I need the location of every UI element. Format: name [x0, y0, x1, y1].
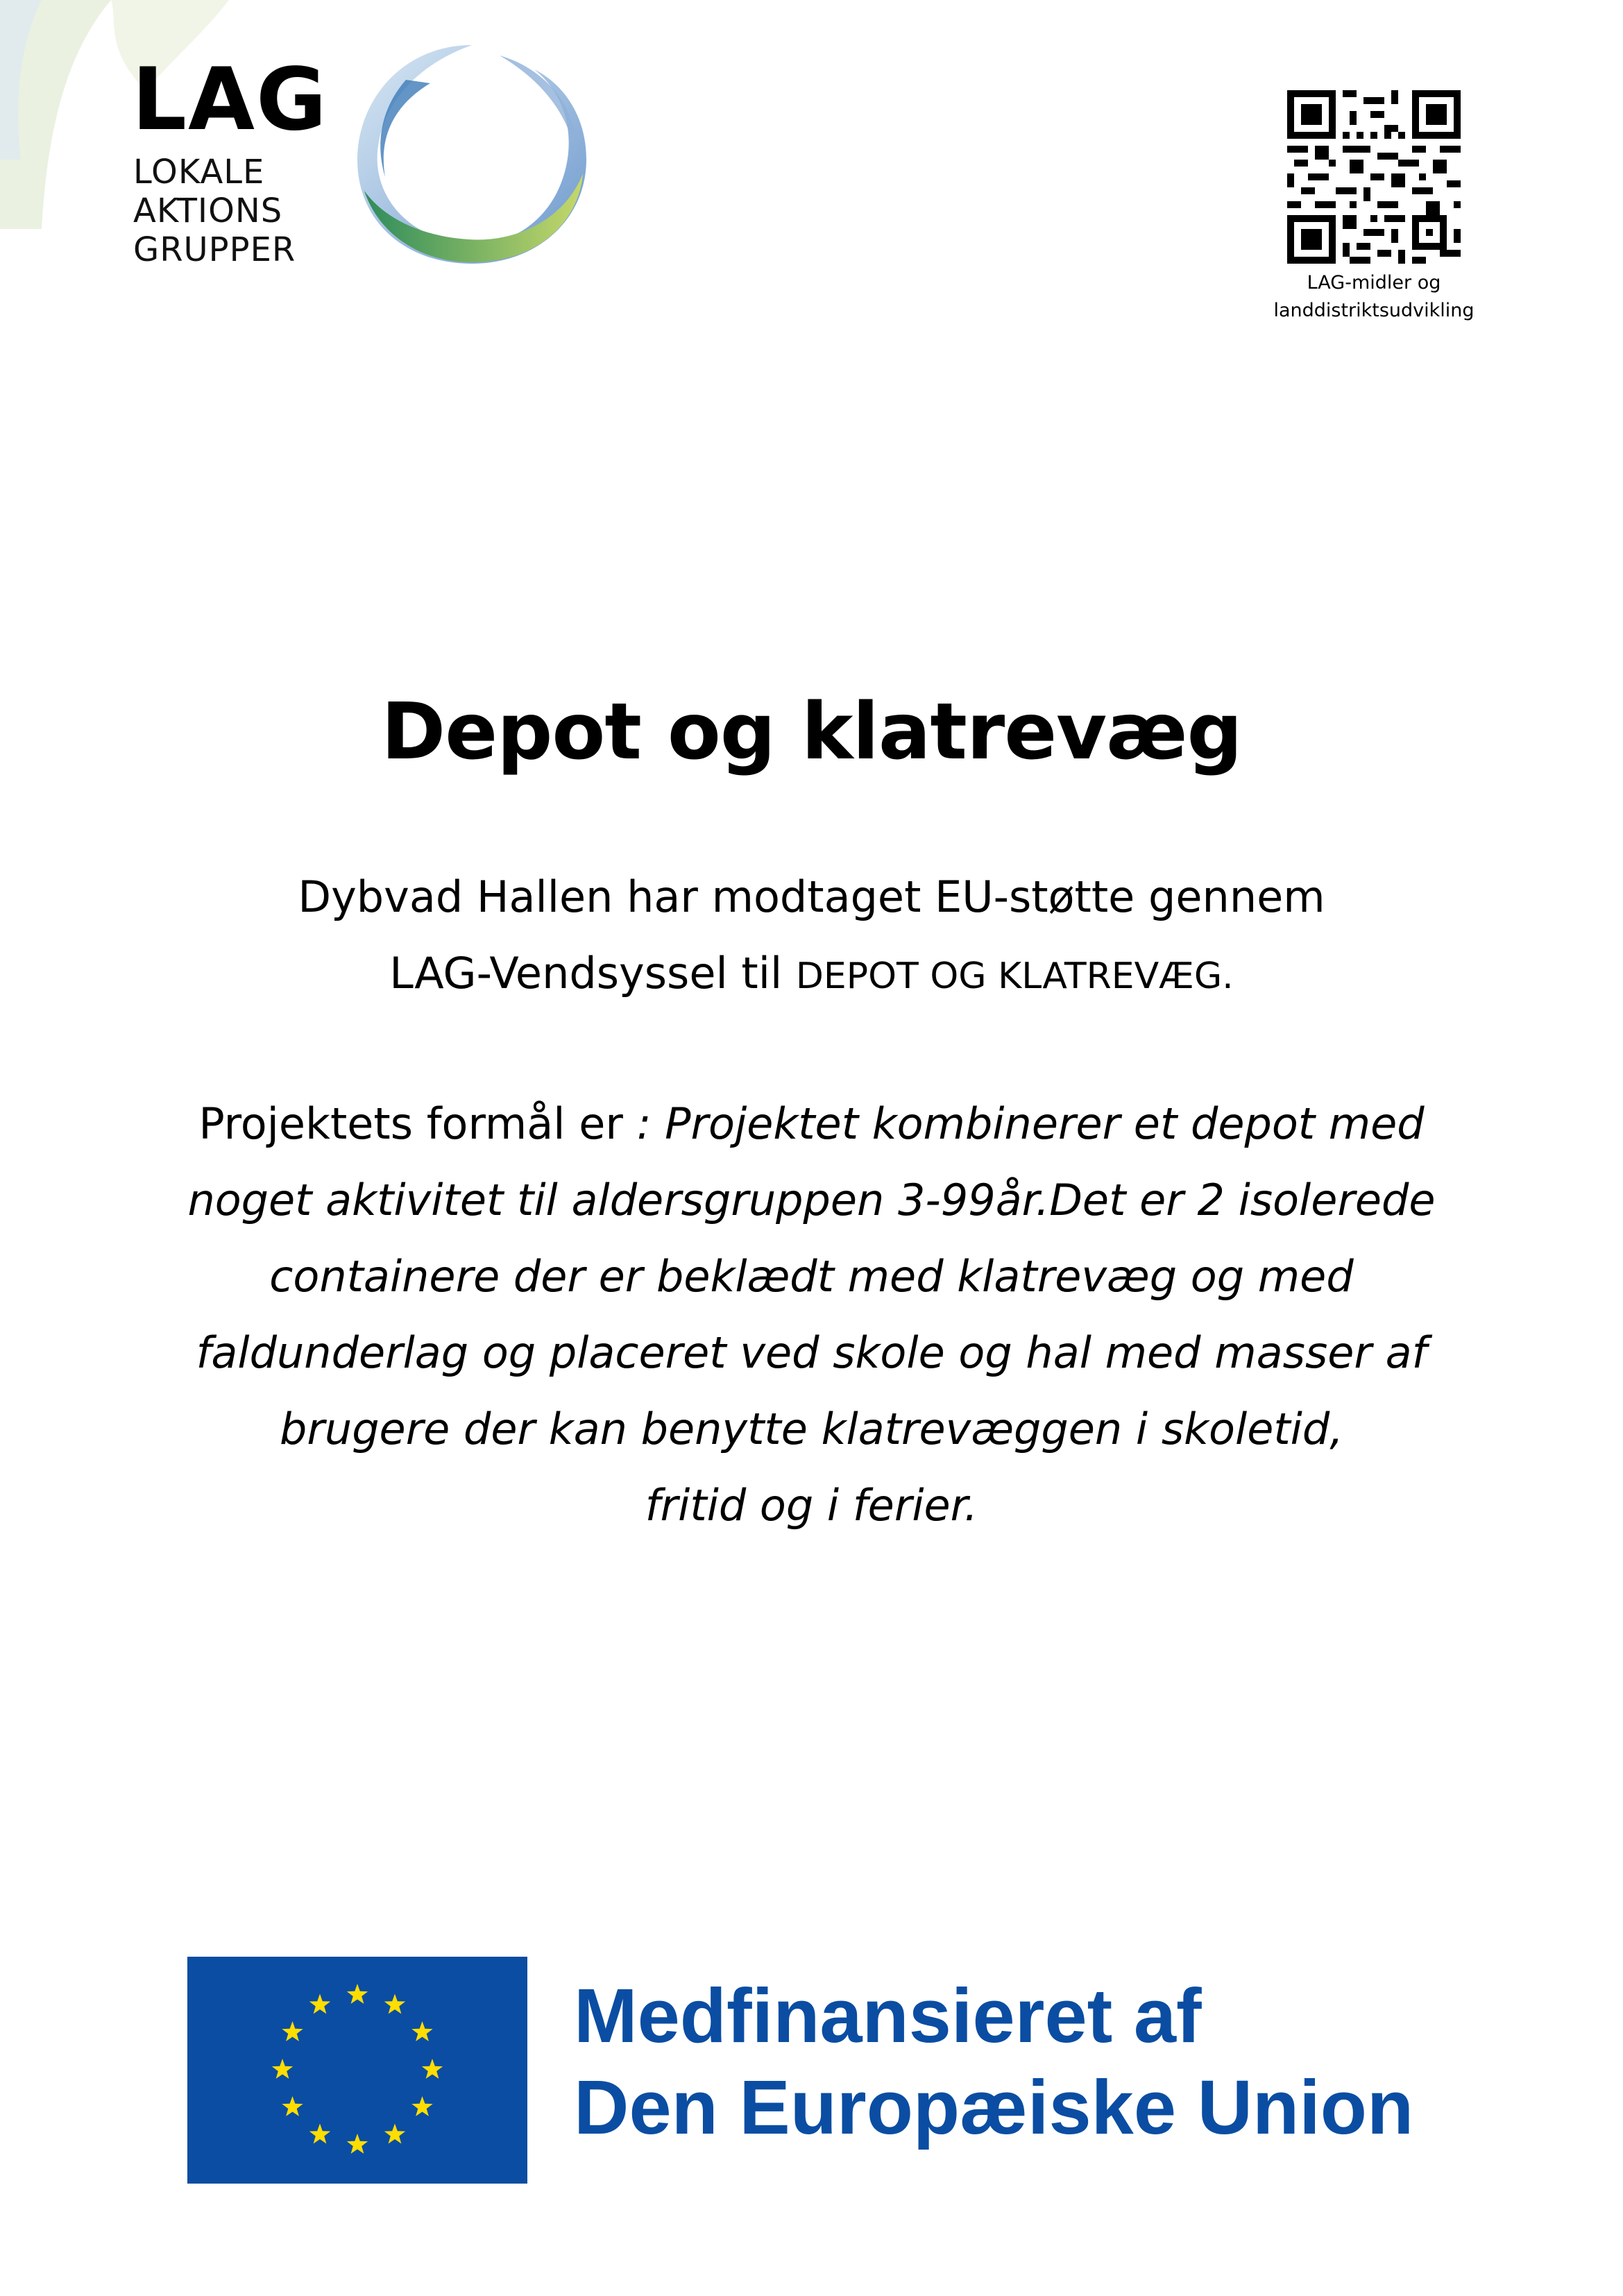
project-name-caps: DEPOT OG KLATREVÆG. [795, 955, 1234, 997]
purpose-line [0, 1086, 1623, 1162]
eu-star-icon [282, 2021, 303, 2041]
eu-star-icon [347, 2134, 368, 2154]
lag-logo-subtitle-line: GRUPPER [133, 230, 296, 269]
purpose-line: brugere der kan benytte klatrevæggen i skoletid, [280, 1404, 1343, 1454]
eu-text-line: Den Europæiske Union [574, 2065, 1414, 2150]
purpose-label: Projektets formål er [198, 1098, 637, 1149]
qr-caption-line: LAG-midler og [1307, 272, 1441, 294]
intro-paragraph [0, 859, 1623, 1014]
eu-star-icon [422, 2059, 443, 2079]
qr-code-icon[interactable] [1287, 90, 1461, 264]
qr-caption [1270, 269, 1478, 325]
purpose-line: faldunderlag og placeret ved skole og hal med masser af [196, 1327, 1427, 1378]
eu-star-icon [411, 2096, 432, 2116]
eu-star-icon [309, 2124, 330, 2144]
purpose-text: : Projektet kombinerer et depot med [636, 1098, 1425, 1149]
eu-cofinanced-text [574, 1971, 1413, 2154]
lag-logo [128, 50, 628, 284]
eu-star-icon [282, 2096, 303, 2116]
eu-star-icon [411, 2021, 432, 2041]
eu-star-icon [384, 1994, 405, 2014]
eu-star-icon [384, 2124, 405, 2144]
lag-logo-word: LAG [132, 50, 328, 150]
lag-rings-icon [340, 31, 604, 281]
purpose-line: containere der er beklædt med klatrevæg og med [269, 1251, 1354, 1302]
eu-star-icon [347, 1984, 368, 2004]
eu-text-line: Medfinansieret af [574, 1973, 1202, 2059]
purpose-line: noget aktivitet til aldersgruppen 3-99år.Det er 2 isolerede [187, 1175, 1436, 1225]
lag-logo-subtitle-line: LOKALE [133, 153, 265, 192]
page-title: Depot og klatrevæg [381, 687, 1242, 777]
eu-flag-icon [187, 1957, 527, 2184]
eu-star-icon [309, 1994, 330, 2014]
purpose-line: fritid og i ferier. [645, 1480, 978, 1531]
lag-logo-subtitle-line: AKTIONS [133, 192, 283, 230]
intro-line: Dybvad Hallen har modtaget EU-støtte gennem [298, 871, 1325, 922]
qr-caption-line: landdistriktsudvikling [1273, 300, 1475, 321]
qr-block [1270, 90, 1478, 325]
intro-prefix: LAG-Vendsyssel til [389, 948, 796, 998]
eu-star-icon [272, 2059, 293, 2079]
intro-line [0, 935, 1623, 1014]
lag-logo-subtitle [133, 153, 296, 269]
purpose-paragraph [0, 1086, 1623, 1544]
